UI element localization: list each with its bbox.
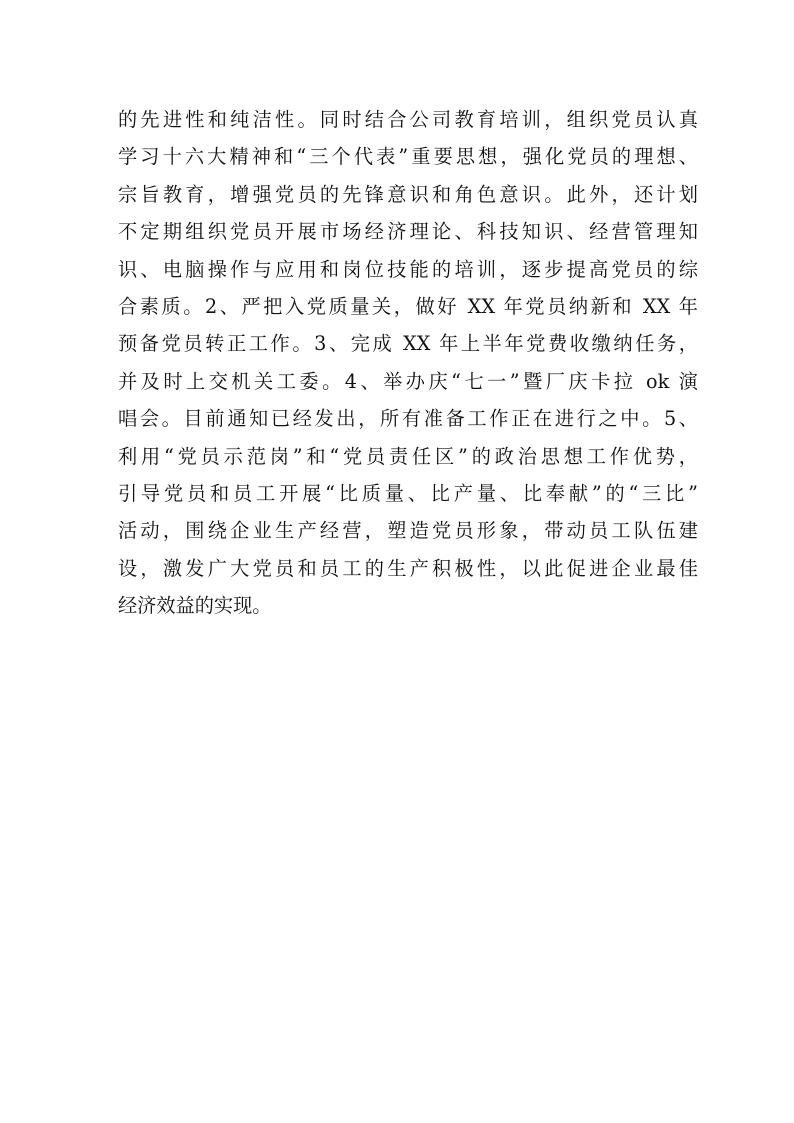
text-line: 学习十六大精神和“三个代表”重要思想，强化党员的理想、 [118, 145, 698, 169]
text-line: 识、电脑操作与应用和岗位技能的培训，逐步提高党员的综 [118, 257, 698, 281]
body-paragraph [118, 101, 698, 624]
text-line: 利用“党员示范岗”和“党员责任区”的政治思想工作优势， [118, 444, 698, 468]
text-line: 不定期组织党员开展市场经济理论、科技知识、经营管理知 [118, 220, 698, 244]
text-line: 合素质。2、严把入党质量关，做好 XX 年党员纳新和 XX 年 [118, 294, 698, 318]
text-line: 并及时上交机关工委。4、举办庆“七一”暨厂庆卡拉 ok 演 [118, 369, 698, 393]
text-line: 设，激发广大党员和员工的生产积极性，以此促进企业最佳 [118, 556, 698, 580]
text-line: 的先进性和纯洁性。同时结合公司教育培训，组织党员认真 [118, 108, 698, 131]
text-line: 预备党员转正工作。3、完成 XX 年上半年党费收缴纳任务， [118, 332, 698, 356]
text-line: 引导党员和员工开展“比质量、比产量、比奉献”的“三比” [118, 481, 698, 505]
text-line: 宗旨教育，增强党员的先锋意识和角色意识。此外，还计划 [118, 182, 698, 206]
text-line: 经济效益的实现。 [118, 594, 272, 618]
text-line: 活动，围绕企业生产经营，塑造党员形象，带动员工队伍建 [118, 519, 698, 543]
text-line: 唱会。目前通知已经发出，所有准备工作正在进行之中。5、 [118, 407, 698, 431]
